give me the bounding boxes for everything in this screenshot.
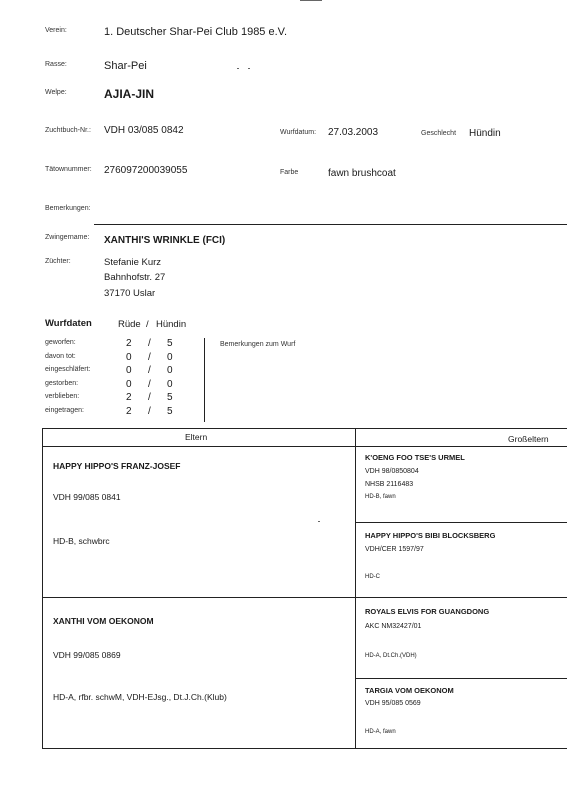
father-reg: VDH 99/085 0841 (53, 492, 121, 502)
welpe-value: AJIA-JIN (104, 87, 155, 101)
grosseltern-header: Großeltern (508, 434, 549, 444)
wurf-row-sep: / (148, 338, 151, 349)
rasse-label: Rasse: (45, 61, 67, 68)
grandparent-line: HD-B, fawn (365, 494, 396, 500)
zuchtbuch-value: VDH 03/085 0842 (104, 125, 184, 136)
wurf-row-ruede: 2 (126, 392, 132, 403)
father-info: HD-B, schwbrc (53, 536, 110, 546)
wurf-row-huendin: 0 (167, 379, 173, 390)
mother-reg: VDH 99/085 0869 (53, 650, 121, 660)
col-ruede: Rüde (118, 319, 141, 330)
taetow-value: 276097200039055 (104, 165, 188, 176)
wurf-row-huendin: 0 (167, 365, 173, 376)
grandparent-name: ROYALS ELVIS FOR GUANGDONG (365, 607, 490, 616)
table-header-border (42, 446, 567, 447)
geschlecht-value: Hündin (469, 128, 501, 139)
scan-speck (318, 521, 320, 522)
grandparent-line: HD-A, fawn (365, 729, 396, 735)
grandparent-name: K'OENG FOO TSE'S URMEL (365, 453, 465, 462)
grandparent-line: VDH/CER 1597/97 (365, 546, 424, 553)
parents-divider (42, 597, 567, 598)
col-sep: / (146, 319, 149, 330)
wurf-row-ruede: 0 (126, 352, 132, 363)
zuchtbuch-label: Zuchtbuch-Nr.: (45, 127, 91, 134)
grandparents-divider-1 (355, 522, 567, 523)
wurf-row-ruede: 2 (126, 406, 132, 417)
wurf-divider (204, 338, 205, 422)
wurfdatum-label: Wurfdatum: (280, 129, 317, 136)
scan-mark (300, 0, 322, 1)
wurf-row-label: gestorben: (45, 380, 79, 387)
wurf-row-huendin: 5 (167, 406, 173, 417)
wurf-row-ruede: 0 (126, 379, 132, 390)
wurf-row-sep: / (148, 392, 151, 403)
grandparent-line: VDH 98/0850804 (365, 468, 419, 475)
mother-info: HD-A, rfbr. schwM, VDH-EJsg., Dt.J.Ch.(Klub) (53, 692, 227, 702)
zuechter-street: Bahnhofstr. 27 (104, 272, 166, 283)
farbe-label: Farbe (280, 169, 299, 176)
mother-name: XANTHI VOM OEKONOM (53, 616, 154, 626)
welpe-label: Welpe: (45, 89, 67, 96)
grandparent-line: NHSB 2116483 (365, 481, 414, 488)
col-huendin: Hündin (156, 319, 187, 330)
table-left-border (42, 428, 43, 749)
table-bottom-border (42, 748, 567, 749)
table-top-border (42, 428, 567, 429)
wurf-row-label: eingetragen: (45, 407, 84, 414)
zuechter-label: Züchter: (45, 258, 71, 265)
rasse-value: Shar-Pei (104, 60, 147, 72)
eltern-header: Eltern (185, 432, 208, 442)
wurf-row-label: verblieben: (45, 393, 80, 400)
zuechter-name: Stefanie Kurz (104, 257, 162, 268)
wurf-row-label: geworfen: (45, 339, 76, 346)
geschlecht-label: Geschlecht (421, 130, 457, 137)
wurf-row-sep: / (148, 352, 151, 363)
zwingername-label: Zwingername: (45, 234, 90, 241)
zwingername-value: XANTHI'S WRINKLE (FCI) (104, 235, 226, 246)
grandparent-line: HD-C (365, 574, 380, 580)
table-middle-border (355, 428, 356, 749)
bemerkungen-label: Bemerkungen: (45, 205, 91, 212)
wurf-row-sep: / (148, 406, 151, 417)
verein-label: Verein: (45, 27, 67, 34)
wurfdatum-value: 27.03.2003 (328, 127, 379, 138)
wurf-row-ruede: 2 (126, 338, 132, 349)
verein-value: 1. Deutscher Shar-Pei Club 1985 e.V. (104, 26, 288, 38)
grandparent-name: HAPPY HIPPO'S BIBI BLOCKSBERG (365, 531, 496, 540)
grandparent-line: AKC NM32427/01 (365, 623, 422, 630)
farbe-value: fawn brushcoat (328, 168, 396, 179)
bemerkungen-wurf-label: Bemerkungen zum Wurf (220, 341, 296, 348)
wurf-row-label: eingeschläfert: (45, 366, 91, 373)
grandparent-line: HD-A, Dt.Ch.(VDH) (365, 653, 417, 659)
grandparents-divider-3 (355, 678, 567, 679)
scan-speck (237, 68, 239, 69)
wurf-row-label: davon tot: (45, 353, 76, 360)
wurf-row-huendin: 0 (167, 352, 173, 363)
father-name: HAPPY HIPPO'S FRANZ-JOSEF (53, 461, 181, 471)
wurf-row-huendin: 5 (167, 338, 173, 349)
scan-speck (248, 68, 250, 69)
wurf-row-huendin: 5 (167, 392, 173, 403)
wurf-row-sep: / (148, 379, 151, 390)
grandparent-line: VDH 95/085 0569 (365, 700, 421, 707)
wurfdaten-title: Wurfdaten (45, 318, 92, 329)
taetow-label: Tätownummer: (45, 166, 92, 173)
zuechter-city: 37170 Uslar (104, 288, 156, 299)
grandparent-name: TARGIA VOM OEKONOM (365, 686, 454, 695)
section-divider (94, 224, 567, 225)
wurf-row-ruede: 0 (126, 365, 132, 376)
wurf-row-sep: / (148, 365, 151, 376)
